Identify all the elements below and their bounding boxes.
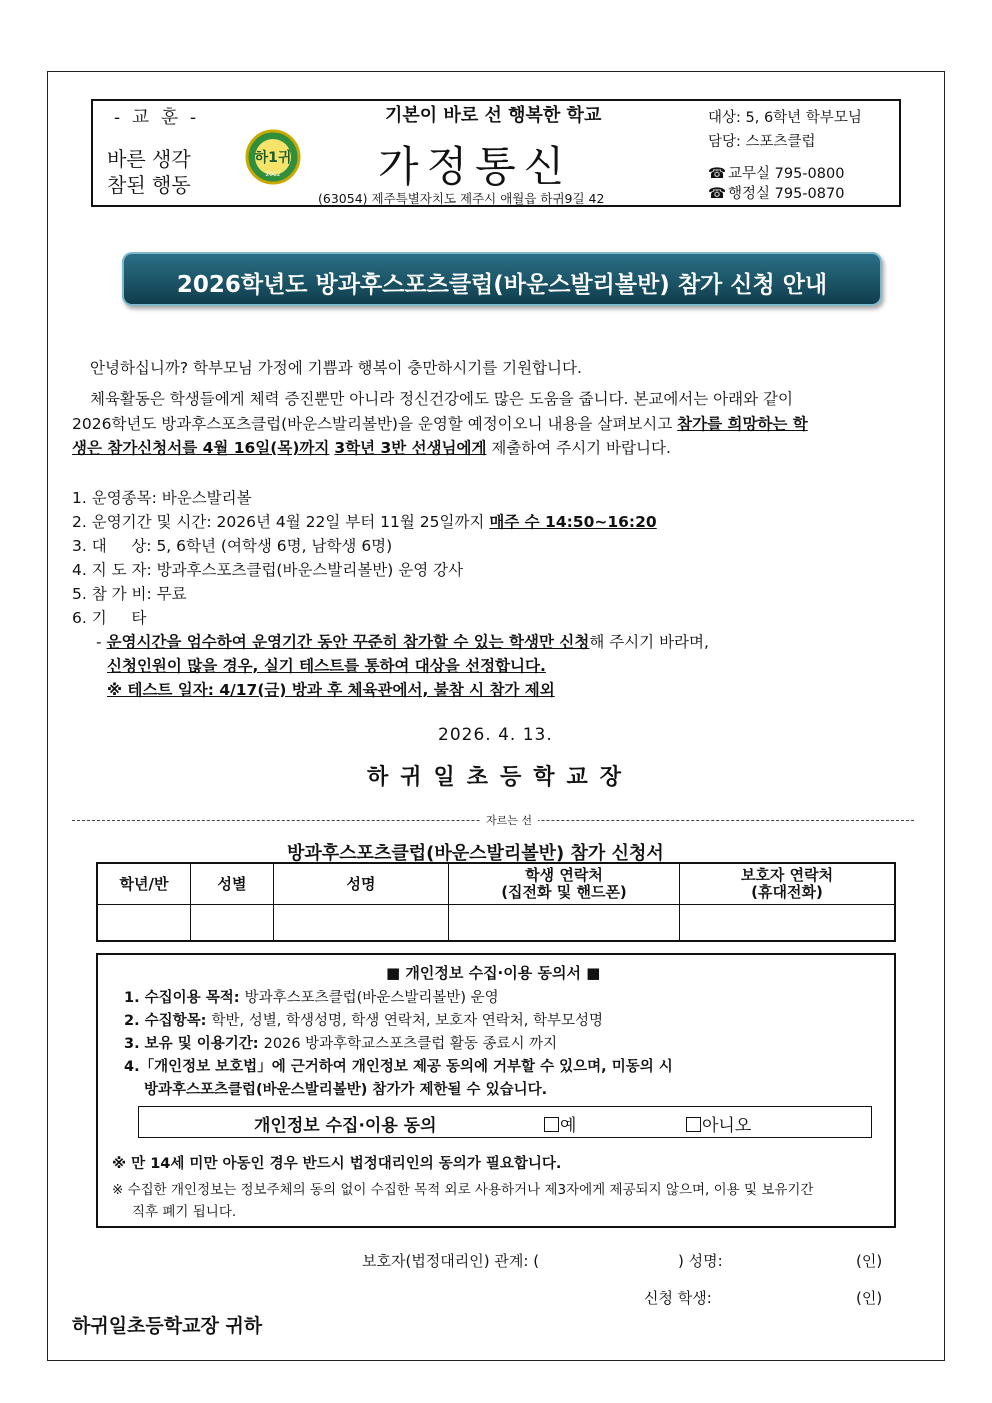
school-logo xyxy=(236,127,310,185)
issue-date: 2026. 4. 13. xyxy=(438,725,553,745)
phone-office: 교무실 795-0800 xyxy=(728,166,845,182)
guardian-name-label: ) 성명: xyxy=(678,1252,723,1270)
phone-icon: ☎ xyxy=(708,166,727,182)
list-item: 1. 운영종목: 바운스발리볼 xyxy=(72,489,252,507)
schedule-emphasis: 매주 수 14:50~16:20 xyxy=(489,513,657,531)
note-line-1 xyxy=(96,630,709,652)
title-banner xyxy=(122,252,882,306)
student-seal: (인) xyxy=(856,1289,883,1307)
note-prefix: - xyxy=(96,633,107,651)
guardian-relation-label: 보호자(법정대리인) 관계: ( xyxy=(362,1252,540,1270)
agree-no-option[interactable] xyxy=(686,1111,751,1136)
motto-line-1: 바른 생각 xyxy=(107,147,191,171)
list-item: 5. 참 가 비: 무료 xyxy=(72,585,187,603)
consent-title: ■ 개인정보 수집·이용 동의서 ■ xyxy=(386,964,601,982)
motto-line-2: 참된 행동 xyxy=(107,173,191,197)
consent-item-4: 4.「개인정보 보호법」에 근거하여 개인정보 제공 동의에 거부할 수 있으며, 미동의 시 xyxy=(124,1059,673,1075)
consent-note-2: ※ 수집한 개인정보는 정보주체의 동의 없이 수집한 목적 외로 사용하거나 제3자에게 제공되지 않으며, 이용 및 보유기간 xyxy=(112,1182,814,1198)
phone-admin-row xyxy=(708,182,844,203)
table-row xyxy=(97,905,895,942)
target-audience: 대상: 5, 6학년 학부모님 xyxy=(708,110,862,126)
paragraph-line-2 xyxy=(72,413,924,436)
greeting: 안녕하십니까? 학부모님 가정에 기쁨과 행복이 충만하시기를 기원합니다. xyxy=(90,359,582,377)
col-student-contact xyxy=(449,863,680,905)
paragraph-line-1: 체육활동은 학생들에게 체력 증진뿐만 아니라 정신건강에도 많은 도움을 줍니다. 본교에서는 아래와 같이 xyxy=(90,390,793,408)
form-title: 방과후스포츠클럽(바운스발리볼반) 참가 신청서 xyxy=(287,843,664,864)
phone-office-row xyxy=(708,162,844,183)
consent-label: 1. 수집이용 목적: xyxy=(124,990,245,1006)
consent-note-2-cont: 직후 폐기 됩니다. xyxy=(132,1204,237,1220)
list-item xyxy=(72,510,657,532)
submit-to-emphasis: 3학년 3반 선생님에게 xyxy=(334,439,487,457)
consent-item-3 xyxy=(124,1032,557,1053)
input-name[interactable] xyxy=(274,905,449,942)
newsletter-title: 가정통신 xyxy=(378,142,573,191)
consent-item-1 xyxy=(124,986,499,1007)
header-line: 보호자 연락처 xyxy=(740,866,834,884)
note-line-2: 신청인원이 많을 경우, 실기 테스트를 통하여 대상을 선정합니다. xyxy=(107,657,546,675)
input-gender[interactable] xyxy=(191,905,274,942)
paragraph-line-3 xyxy=(72,437,924,460)
motto-title: - 교 훈 - xyxy=(114,107,200,128)
input-grade-class[interactable] xyxy=(97,905,191,942)
input-guardian-contact[interactable] xyxy=(680,905,896,942)
principal-name: 하귀일초등학교장 xyxy=(367,765,634,790)
checkbox-yes[interactable] xyxy=(544,1117,559,1132)
paragraph-text: 2026학년도 방과후스포츠클럽(바운스발리볼반)을 운영할 예정이오니 내용을 살펴보시고 xyxy=(72,415,678,433)
consent-item-4-cont: 방과후스포츠클럽(바운스발리볼반) 참가가 제한될 수 있습니다. xyxy=(144,1082,548,1098)
note-emphasis: 운영시간을 엄수하여 운영기간 동안 꾸준히 참가할 수 있는 학생만 신청 xyxy=(106,633,590,651)
consent-label: 3. 보유 및 이용기간: xyxy=(124,1036,264,1052)
logo-text: 하1귀 xyxy=(254,150,292,166)
phone-admin: 행정실 795-0870 xyxy=(728,186,845,202)
header-line: 학생 연락처 xyxy=(525,866,603,884)
paragraph-text: 제출하여 주시기 바랍니다. xyxy=(486,439,671,457)
closing: 하귀일초등학교장 귀하 xyxy=(72,1315,263,1337)
header-line: (집전화 및 핸드폰) xyxy=(501,883,627,901)
person-in-charge: 담당: 스포츠클럽 xyxy=(708,134,816,150)
list-item: 4. 지 도 자: 방과후스포츠클럽(바운스발리볼반) 운영 강사 xyxy=(72,561,464,579)
input-student-contact[interactable] xyxy=(449,905,680,942)
guardian-seal: (인) xyxy=(856,1252,883,1270)
consent-value: 학반, 성별, 학생성명, 학생 연락처, 보호자 연락처, 학부모성명 xyxy=(211,1013,604,1029)
cut-label: 자르는 선 xyxy=(480,812,538,828)
agree-no-label: 아니오 xyxy=(702,1116,752,1136)
banner-text: 2026학년도 방과후스포츠클럽(바운스발리볼반) 참가 신청 안내 xyxy=(176,272,828,298)
consent-value: 방과후스포츠클럽(바운스발리볼반) 운영 xyxy=(244,990,499,1006)
col-grade-class: 학년/반 xyxy=(97,863,191,905)
agree-box xyxy=(138,1106,872,1138)
agree-label: 개인정보 수집·이용 동의 xyxy=(254,1116,437,1136)
logo-year: 2012 xyxy=(265,171,281,178)
consent-note-1: ※ 만 14세 미만 아동인 경우 반드시 법정대리인의 동의가 필요합니다. xyxy=(112,1156,562,1172)
col-guardian-contact xyxy=(680,863,896,905)
agree-yes-label: 예 xyxy=(560,1116,577,1136)
consent-value: 2026 방과후학교스포츠클럽 활동 종료시 까지 xyxy=(263,1036,558,1052)
student-label: 신청 학생: xyxy=(644,1289,712,1307)
consent-label: 2. 수집항목: xyxy=(124,1013,212,1029)
deadline-emphasis: 참가를 희망하는 학 xyxy=(677,415,808,433)
list-text: 2. 운영기간 및 시간: 2026년 4월 22일 부터 11월 25일까지 xyxy=(72,513,490,531)
deadline-emphasis: 생은 참가신청서를 4월 16일(목)까지 xyxy=(72,439,330,457)
list-item: 3. 대 상: 5, 6학년 (여학생 6명, 남학생 6명) xyxy=(72,537,393,555)
list-item: 6. 기 타 xyxy=(72,609,147,627)
note-text: 해 주시기 바라며, xyxy=(589,633,709,651)
table-header-row xyxy=(97,863,895,905)
col-gender: 성별 xyxy=(191,863,274,905)
checkbox-no[interactable] xyxy=(686,1117,701,1132)
header-line: (휴대전화) xyxy=(751,883,823,901)
note-line-3: ※ 테스트 일자: 4/17(금) 방과 후 체육관에서, 불참 시 참가 제외 xyxy=(107,681,555,699)
school-address: (63054) 제주특별자치도 제주시 애월읍 하귀9길 42 xyxy=(318,191,605,206)
phone-icon: ☎ xyxy=(708,186,727,202)
consent-item-2 xyxy=(124,1009,603,1030)
application-table xyxy=(96,862,896,942)
col-name: 성명 xyxy=(274,863,449,905)
agree-yes-option[interactable] xyxy=(544,1111,576,1136)
school-slogan: 기본이 바로 선 행복한 학교 xyxy=(385,105,602,126)
